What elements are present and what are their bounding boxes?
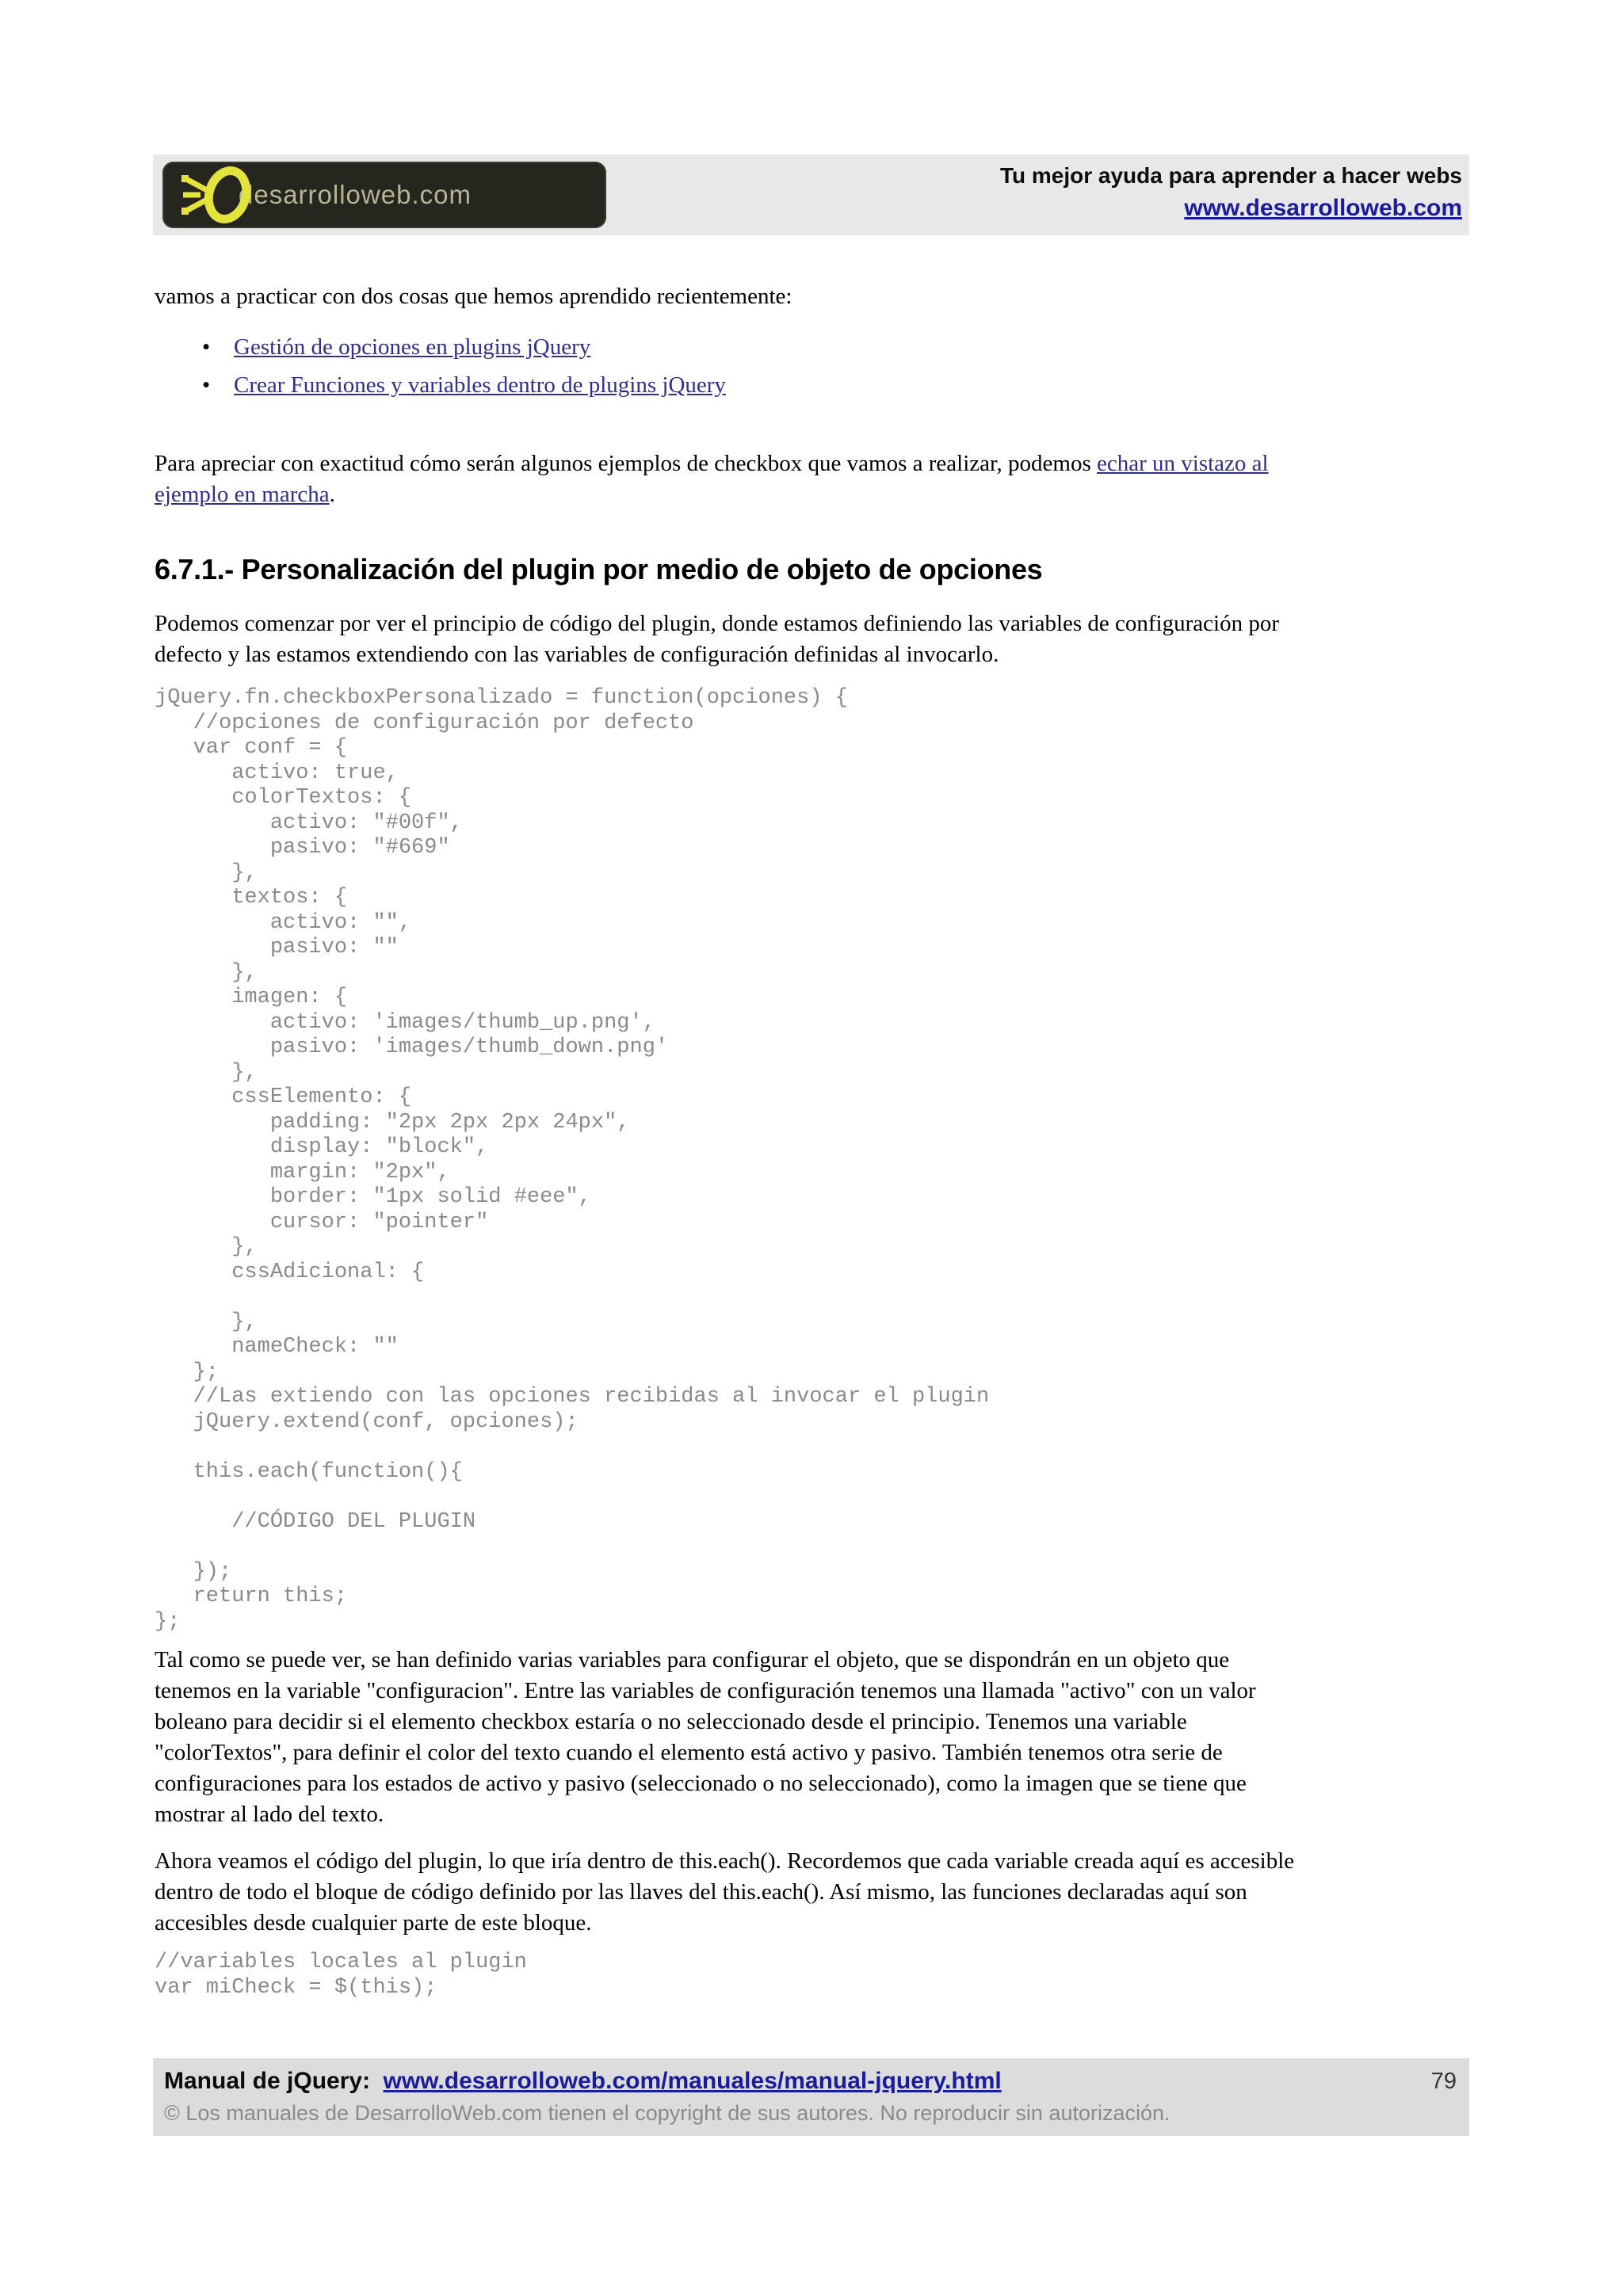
footer-bar	[153, 2058, 1469, 2136]
text-line: accesibles desde cualquier parte de este bloque.	[155, 1910, 592, 1936]
text-line: Podemos comenzar por ver el principio de código del plugin, donde estamos definiendo las variables de configuración por	[155, 611, 1279, 636]
footer-copyright: © Los manuales de DesarrolloWeb.com tienen el copyright de sus autores. No reproducir sin autorización.	[164, 2101, 1170, 2125]
code-line: cssAdicional: {	[155, 1260, 425, 1284]
link-gestion-opciones[interactable]: Gestión de opciones en plugins jQuery	[234, 334, 591, 360]
code-line: };	[155, 1360, 220, 1384]
header-tagline: Tu mejor ayuda para aprender a hacer webs	[999, 163, 1462, 188]
code-line: imagen: {	[155, 986, 348, 1009]
code-line: },	[155, 1235, 258, 1259]
code-line: activo: "",	[155, 910, 412, 935]
code-line: pasivo: 'images/thumb_down.png'	[155, 1035, 669, 1059]
paragraph-apreciar	[155, 448, 1472, 510]
footer-line	[164, 2068, 1457, 2095]
link-crear-funciones[interactable]: Crear Funciones y variables dentro de plugins jQuery	[234, 372, 726, 398]
code-line: activo: 'images/thumb_up.png',	[155, 1010, 655, 1035]
code-line: activo: "#00f",	[155, 810, 463, 835]
code-line: };	[155, 1609, 181, 1634]
site-logo[interactable]	[162, 162, 606, 228]
code-line: nameCheck: ""	[155, 1335, 399, 1359]
code-line: },	[155, 860, 258, 885]
code-block-plugin	[155, 686, 1472, 1634]
text-line: defecto y las estamos extendiendo con las variables de configuración definidas al invocarlo.	[155, 642, 999, 667]
list-item	[155, 328, 1472, 366]
page-number: 79	[1430, 2069, 1457, 2094]
code-line	[155, 1435, 1472, 1460]
code-line: pasivo: "#669"	[155, 836, 450, 860]
text-line: Ahora veamos el código del plugin, lo que iría dentro de this.each(). Recordemos que cada variable creada aquí es accesible	[155, 1848, 1295, 1874]
text-line	[155, 448, 1472, 479]
footer-left	[164, 2068, 1002, 2095]
text-line: Tal como se puede ver, se han definido varias variables para configurar el objeto, que se dispondrán en un objeto que	[155, 1647, 1230, 1672]
text-line: tenemos en la variable "configuracion". Entre las variables de configuración tenemos una llamada "activo" con un valor	[155, 1678, 1256, 1703]
code-line: //Las extiendo con las opciones recibidas al invocar el plugin	[155, 1385, 990, 1409]
link-ejemplo-marcha[interactable]: ejemplo en marcha	[155, 482, 330, 507]
code-line: //opciones de configuración por defecto	[155, 711, 694, 735]
intro-paragraph: vamos a practicar con dos cosas que hemos aprendido recientemente:	[155, 284, 792, 309]
code-line	[155, 1285, 1472, 1310]
paragraph-podemos	[155, 608, 1472, 670]
code-line: textos: {	[155, 886, 348, 910]
text-line: configuraciones para los estados de activo y pasivo (seleccionado o no seleccionado), como la imagen que se tiene que	[155, 1771, 1247, 1796]
code-line: return this;	[155, 1585, 348, 1608]
code-line: display: "block",	[155, 1135, 489, 1159]
code-line: jQuery.fn.checkboxPersonalizado = function(opciones) {	[155, 686, 848, 710]
code-line	[155, 1535, 1472, 1560]
text-line: boleano para decidir si el elemento checkbox estaría o no seleccionado desde el principio. Tenemos una variable	[155, 1709, 1187, 1734]
code-line: border: "1px solid #eee",	[155, 1185, 591, 1209]
code-line: activo: true,	[155, 761, 399, 785]
section-heading: 6.7.1.- Personalización del plugin por medio de objeto de opciones	[155, 553, 1043, 585]
logo-wordmark: desarrolloweb.com	[239, 180, 472, 209]
code-line: var conf = {	[155, 736, 348, 760]
code-line: pasivo: ""	[155, 936, 399, 959]
text-line	[155, 479, 1472, 510]
bullet-list	[155, 328, 1472, 404]
text-line: mostrar al lado del texto.	[155, 1802, 384, 1827]
paragraph-ahora-veamos	[155, 1846, 1472, 1939]
code-line: },	[155, 960, 258, 985]
code-line: padding: "2px 2px 2px 24px",	[155, 1110, 630, 1135]
code-line: //variables locales al plugin	[155, 1951, 527, 1974]
desarrolloweb-logo-icon	[180, 166, 251, 227]
code-line: colorTextos: {	[155, 786, 412, 810]
text-line: "colorTextos", para definir el color del texto cuando el elemento está activo y pasivo. También tenemos otra serie de	[155, 1740, 1223, 1765]
code-line: margin: "2px",	[155, 1160, 450, 1184]
paragraph-text: Para apreciar con exactitud cómo serán algunos ejemplos de checkbox que vamos a realizar, podemos	[155, 451, 1097, 476]
header-bar	[153, 154, 1469, 235]
code-block-variables	[155, 1951, 1472, 2000]
code-line	[155, 1485, 1472, 1510]
code-line: this.each(function(){	[155, 1459, 463, 1484]
footer-manual-label: Manual de jQuery:	[164, 2068, 371, 2094]
list-item	[155, 366, 1472, 404]
code-line: jQuery.extend(conf, opciones);	[155, 1409, 579, 1434]
link-echar-vistazo[interactable]: echar un vistazo al	[1097, 451, 1269, 476]
code-line: cursor: "pointer"	[155, 1210, 489, 1234]
code-line: cssElemento: {	[155, 1085, 412, 1109]
text-line: dentro de todo el bloque de código definido por las llaves del this.each(). Así mismo, las funciones declaradas aquí son	[155, 1879, 1247, 1905]
footer-manual-link[interactable]: www.desarrolloweb.com/manuales/manual-jquery.html	[383, 2068, 1002, 2094]
paragraph-text: .	[329, 482, 335, 507]
header-site-link[interactable]: www.desarrolloweb.com	[1184, 195, 1462, 221]
code-line: },	[155, 1060, 258, 1085]
code-line: },	[155, 1310, 258, 1334]
paragraph-tal-como	[155, 1645, 1472, 1830]
code-line: });	[155, 1559, 232, 1584]
code-line: //CÓDIGO DEL PLUGIN	[155, 1509, 476, 1534]
code-line: var miCheck = $(this);	[155, 1975, 437, 2000]
